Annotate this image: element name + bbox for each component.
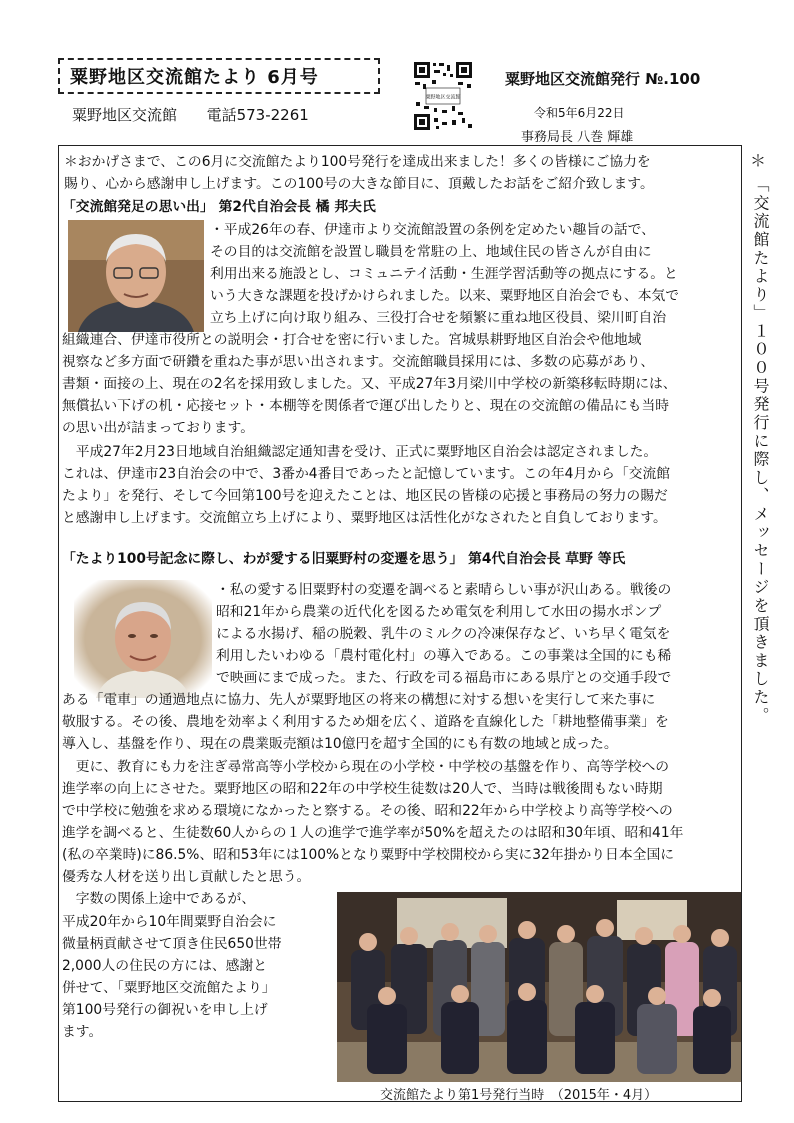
group-photo — [337, 892, 741, 1082]
portrait-kusano — [74, 580, 212, 698]
secretary-line: 事務局長 八巻 輝雄 — [521, 130, 634, 145]
article2-line: ・私の愛する旧粟野村の変遷を調べると素晴らしい事が沢山ある。戦後の — [216, 582, 672, 598]
article2-line: 第100号発行の御祝いを申し上げ — [62, 1002, 268, 1018]
article2-line: 字数の関係上途中であるが、 — [62, 891, 256, 907]
article2-line: 優秀な人材を送り出し貢献したと思う。 — [62, 869, 311, 885]
sidebar-vertical-text: 「交流館たより」１００号発行に際し、メッセージを頂きました。 — [751, 176, 770, 725]
newsletter-title: 粟野地区交流館たより 6月号 — [70, 67, 319, 88]
article2-line: 導入し、基盤を作り、現在の農業販売額は10億円を超す全国的にも有数の地域と成った。 — [62, 736, 618, 752]
issue-date: 令和5年6月22日 — [534, 106, 625, 120]
article2-line: 敬服する。その後、農地を効率よく利用するため畑を広く、道路を直線化した「耕地整備事業」を — [62, 714, 669, 730]
article2-line: による水揚げ、稲の脱穀、乳牛のミルクの冷凍保存など、いち早く電気を — [216, 626, 671, 642]
publisher-line: 粟野地区交流館発行 №.100 — [505, 70, 701, 88]
article1-line: これは、伊達市23自治会の中で、3番か4番目であったと記憶しています。この年4月から「交流館 — [62, 466, 671, 482]
intro-line: 賜り、心から感謝申し上げます。この100号の大きな節目に、頂戴したお話をご紹介致します。 — [64, 176, 654, 192]
article2-heading: 「たより100号記念に際し、わが愛する旧粟野村の変遷を思う」 第4代自治会長 草野 等氏 — [62, 551, 626, 567]
article1-line: の思い出が詰まっております。 — [62, 420, 255, 436]
article2-line: (私の卒業時)に86.5%、昭和53年には100%となり粟野中学校開校から実に32年掛かり日本全国に — [62, 847, 675, 863]
article1-line: 書類・面接の上、現在の2名を採用致しました。又、平成27年3月梁川中学校の新築移転時期には、 — [62, 376, 677, 392]
qr-code-icon — [412, 60, 474, 132]
qr-caption: 粟野地区交流館 — [425, 94, 461, 101]
article2-line: 更に、教育にも力を注ぎ尋常高等小学校から現在の小学校・中学校の基盤を作り、高等学校への — [62, 759, 670, 775]
article1-heading: 「交流館発足の思い出」 第2代自治会長 橘 邦夫氏 — [62, 199, 376, 215]
article2-line: 2,000人の住民の方には、感謝と — [62, 958, 268, 974]
article2-line: ある「電車」の通過地点に協力、先人が粟野地区の将来の構想に対する想いを実行して来た事に — [62, 692, 656, 708]
portrait-tachibana — [68, 220, 204, 332]
sidebar-star: ＊ — [750, 151, 767, 170]
article1-line: 立ち上げに向け取り組み、三役打合せを頻繁に重ね地区役員、梁川町自治 — [210, 310, 667, 326]
article2-line: 併せて、「粟野地区交流館たより」 — [62, 980, 276, 996]
article1-line: 組織連合、伊達市役所との説明会・打合せを密に行いました。宮城県耕野地区自治会や他地域 — [62, 332, 642, 348]
article2-line: で中学校に勉強を求める環境になかったと察する。その後、昭和22年から中学校より高等学校への — [62, 803, 673, 819]
article1-line: 無償払い下げの机・応接セット・本棚等を関係者で運び出したりと、現在の交流館の備品にも当時 — [62, 398, 670, 414]
article1-line: 平成27年2月23日地域自治組織認定通知書を受け、正式に粟野地区自治会は認定されました。 — [62, 444, 658, 460]
article2-line: 進学率の向上にさせた。粟野地区の昭和22年の中学校生徒数は20人で、当時は戦後間もない時期 — [62, 781, 663, 797]
article2-line: 利用したいわゆる「農村電化村」の導入である。この事業は全国的にも稀 — [216, 648, 672, 664]
article1-line: たより」を発行、そして今回第100号を迎えたことは、地区民の皆様の応援と事務局の努力の賜だ — [62, 488, 668, 504]
article1-line: と感謝申し上げます。交流館立ち上げにより、粟野地区は活性化がなされたと自負しております。 — [62, 510, 667, 526]
office-line — [72, 104, 309, 125]
article2-line: ます。 — [62, 1024, 103, 1040]
intro-line: ＊おかげさまで、この6月に交流館たより100号発行を達成出来ました！多くの皆様にご協力を — [64, 154, 651, 170]
article1-line: ・平成26年の春、伊達市より交流館設置の条例を定めたい趣旨の話で、 — [210, 222, 655, 238]
article1-line: いう大きな課題を投げかけられました。以来、粟野地区自治会でも、本気で — [210, 288, 680, 304]
article1-line: その目的は交流館を設置し職員を常駐の上、地域住民の皆さんが自由に — [210, 244, 652, 260]
office-name: 粟野地区交流館 — [72, 106, 178, 124]
article2-line: で映画にまで成った。また、行政を司る福島市にある県庁との交通手段で — [216, 670, 672, 686]
article1-line: 利用出来る施設とし、コミュニテイ活動・生涯学習活動等の拠点にする。と — [210, 266, 678, 282]
office-phone: 電話573-2261 — [206, 106, 309, 124]
article2-line: 昭和21年から農業の近代化を図るため電気を利用して水田の揚水ポンプ — [216, 604, 662, 620]
article1-line: 視察など多方面で研鑽を重ねた事が思い出されます。交流館職員採用には、多数の応募があり、 — [62, 354, 655, 370]
photo-caption: 交流館たより第1号発行当時 （2015年・4月） — [380, 1088, 658, 1103]
article2-line: 微量柄貢献させて頂き住民650世帯 — [62, 936, 282, 952]
article2-line: 進学を調べると、生徒数60人からの１人の進学で進学率が50%を超えたのは昭和30年頃、昭和41年 — [62, 825, 684, 841]
article2-line: 平成20年から10年間粟野自治会に — [62, 914, 277, 930]
